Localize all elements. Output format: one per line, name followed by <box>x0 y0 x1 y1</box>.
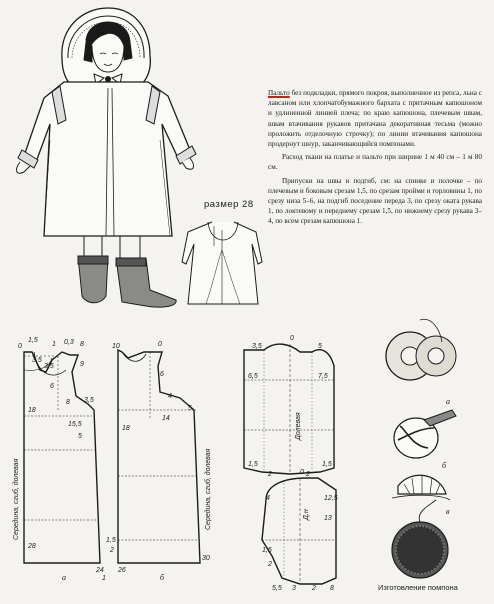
measurement-label: 5,5 <box>272 585 282 592</box>
measurement-label: 12,5 <box>324 495 338 502</box>
pompom-letter-b: б <box>442 461 447 470</box>
pompom-letter-c: в <box>446 507 450 516</box>
pompom-illustrations <box>386 319 456 578</box>
pompom-caption: Изготовление помпона <box>378 583 458 592</box>
measurement-label: 15,5 <box>68 421 82 428</box>
measurement-label: 26 <box>118 567 126 574</box>
child-coat-illustration <box>17 8 196 307</box>
measurement-label: 24 <box>96 567 104 574</box>
pompom-step-c <box>392 500 448 578</box>
measurement-label: 18 <box>28 407 36 414</box>
pattern-a-center-label: Середина, сгиб, долевая <box>13 458 20 540</box>
pattern-b-letter: б <box>160 573 165 582</box>
measurement-label: 1,5 <box>248 461 258 468</box>
pattern-a-labels <box>12 337 106 582</box>
pattern-piece-sleeve <box>244 344 334 474</box>
pattern-a-letter: а <box>62 573 66 582</box>
measurement-label: 4 <box>168 393 172 400</box>
sleeve-grain-label: Долевая <box>295 412 302 440</box>
measurement-label: 8 <box>80 341 84 348</box>
label: 0 <box>18 343 22 350</box>
size-label: размер 28 <box>204 199 254 210</box>
measurement-label: 3,5 <box>252 343 262 350</box>
measurement-label: 0 <box>290 335 294 342</box>
measurement-label: 3,5 <box>44 363 54 370</box>
measurement-label: 30 <box>202 555 210 562</box>
hood-grain-label: Д.н <box>303 509 310 520</box>
measurement-label: 2 <box>268 471 272 478</box>
measurement-label: 6 <box>160 371 164 378</box>
article-title-word: Пальто <box>268 89 290 97</box>
measurement-label: 0 <box>300 469 304 476</box>
article-text <box>268 88 482 230</box>
measurement-label: 7,5 <box>318 373 328 380</box>
measurement-label: 10 <box>112 343 120 350</box>
measurement-label: 1,5 <box>262 547 272 554</box>
measurement-label: 1,5 <box>28 337 38 344</box>
measurement-label: 2 <box>268 561 272 568</box>
measurement-label: 6 <box>50 383 54 390</box>
measurement-label: 0 <box>158 341 162 348</box>
pattern-piece-b <box>118 350 200 563</box>
article-paragraph-2: Расход ткани на платье и пальто при ширине 1 м 40 см – 1 м 80 см. <box>268 153 482 172</box>
measurement-label: 2 <box>306 471 310 478</box>
pompom-rings <box>386 319 456 380</box>
measurement-label: 3 <box>292 585 296 592</box>
measurement-label: 1,5 <box>322 461 332 468</box>
measurement-label: 5 <box>188 405 192 412</box>
measurement-label: 2 <box>110 547 114 554</box>
measurement-label: 1,5 <box>106 537 116 544</box>
measurement-label: 28 <box>28 543 36 550</box>
measurement-label: 18 <box>122 425 130 432</box>
measurement-label: 1 <box>52 341 56 348</box>
pompom-step-a <box>394 410 456 458</box>
measurement-label: 5 <box>78 433 82 440</box>
measurement-label: 3,5 <box>32 357 42 364</box>
measurement-label: 4 <box>266 495 270 502</box>
measurement-label: 5 <box>318 343 322 350</box>
pattern-b-center-label: Середина, сгиб, долевая <box>205 448 212 530</box>
pompom-step-b <box>392 475 450 500</box>
measurement-label: 13 <box>324 515 332 522</box>
pattern-piece-hood <box>262 478 336 584</box>
measurement-label: 6,5 <box>248 373 258 380</box>
pattern-piece-a <box>24 352 100 563</box>
measurement-label: 9 <box>80 361 84 368</box>
measurement-label: 8 <box>330 585 334 592</box>
measurement-label: 14 <box>162 415 170 422</box>
pompom-letter-a: а <box>446 397 450 406</box>
measurement-label: 8 <box>66 399 70 406</box>
measurement-label: 1 <box>102 575 106 582</box>
measurement-label: 0,3 <box>64 339 74 346</box>
article-paragraph-3: Припуски на швы и подгиб, см: на спинке и полочке – по плечевым и боковым срезам 1,5, по срезам пройми и горловины 1, по срезу низа 5–6, на подгиб поседение переда 3, по срезу оката рукава 1, по локтевому и переднему срезам 1,5, по нижнему срезу рукава 3–4, по всем срезам капюшона 1. <box>268 176 482 226</box>
dress-sketch <box>182 222 262 304</box>
article-paragraph-1: Пальто без подкладки, прямого покроя, выполненное из репса, льна с лавсаном или хлопчатобумажного бархата с притачным капюшоном и удлиненной линией плеча; по краю капюшона, плечевым швам, швам втачивания рукавов притачана декоративная тесьма (можно проложить отделочную строчку); по линии втачивания капюшона продернут шнур, заканчивающийся помпонами. <box>268 89 482 149</box>
measurement-label: 3,5 <box>84 397 94 404</box>
measurement-label: 2 <box>312 585 316 592</box>
